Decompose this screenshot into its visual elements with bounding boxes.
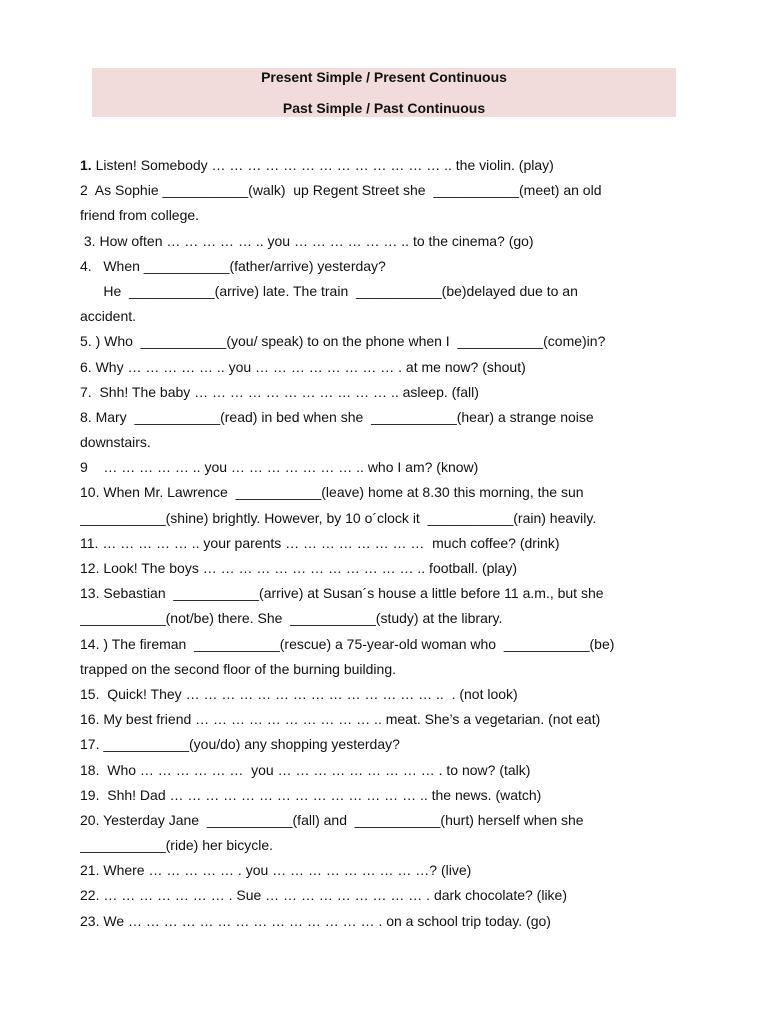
title-banner [92,68,676,117]
exercise-line: 11. … … … … … .. your parents … … … … … … … … much coffee? (drink) [80,534,560,551]
exercise-line: 21. Where … … … … … . you … … … … … … … … …? (live) [80,862,472,879]
exercise-line: 7. Shh! The baby … … … … … … … … … … … .. asleep. (fall) [80,383,479,400]
exercise-line: 13. Sebastian ___________(arrive) at Susan´s house a little before 11 a.m., but she [80,585,604,602]
exercise-line: ___________(ride) her bicycle. [80,837,274,854]
exercise-line: 6. Why … … … … … .. you … … … … … … … … . at me now? (shout) [80,358,526,375]
exercise-line: 9 … … … … … .. you … … … … … … … .. who I am? (know) [80,459,479,476]
exercise-line: downstairs. [80,434,151,451]
exercise-line: trapped on the second floor of the burning building. [80,660,397,677]
exercise-line: 10. When Mr. Lawrence ___________(leave) home at 8.30 this morning, the sun [80,484,584,501]
exercise-line: accident. [80,308,137,325]
exercise-line: ___________(shine) brightly. However, by 10 o´clock it ___________(rain) heavily. [80,509,597,526]
exercise-line: 17. ___________(you/do) any shopping yesterday? [80,736,400,753]
exercise-line: 20. Yesterday Jane ___________(fall) and ___________(hurt) herself when she [80,811,584,828]
exercise-line [80,153,680,178]
exercise-line: 15. Quick! They … … … … … … … … … … … … … … .. . (not look) [80,685,518,702]
exercise-line: 4. When ___________(father/arrive) yesterday? [80,257,386,274]
exercise-line: 8. Mary ___________(read) in bed when she ___________(hear) a strange noise [80,408,594,425]
exercise-line: 12. Look! The boys … … … … … … … … … … … … .. football. (play) [80,560,517,576]
title-line-1: Present Simple / Present Continuous [261,69,507,85]
exercise-line: 16. My best friend … … … … … … … … … … .. meat. She’s a vegetarian. (not eat) [80,711,601,728]
exercise-line: 5. ) Who ___________(you/ speak) to on the phone when I ___________(come)in? [80,333,606,350]
exercise-list [80,153,680,934]
exercise-line: friend from college. [80,207,200,224]
exercise-text: Listen! Somebody … … … … … … … … … … … … … .. the violin. (play) [91,157,554,173]
exercise-line: 19. Shh! Dad … … … … … … … … … … … … … … .. the news. (watch) [80,786,542,803]
exercise-line: 22. … … … … … … … . Sue … … … … … … … … … . dark chocolate? (like) [80,887,568,904]
title-line-2: Past Simple / Past Continuous [282,100,486,116]
exercise-line: 3. How often … … … … … .. you … … … … … … .. to the cinema? (go) [80,232,534,249]
exercise-line: 23. We … … … … … … … … … … … … … … . on a school trip today. (go) [80,912,551,929]
exercise-line: ___________(not/be) there. She ___________(study) at the library. [80,610,503,627]
exercise-line: He ___________(arrive) late. The train ___________(be)delayed due to an [80,282,578,299]
item-number: 1. [80,157,92,173]
exercise-line: 18. Who … … … … … … you … … … … … … … … … . to now? (talk) [80,761,531,778]
exercise-line: 14. ) The fireman ___________(rescue) a 75-year-old woman who ___________(be) [80,635,615,652]
exercise-line: 2 As Sophie ___________(walk) up Regent Street she ___________(meet) an old [80,182,602,199]
